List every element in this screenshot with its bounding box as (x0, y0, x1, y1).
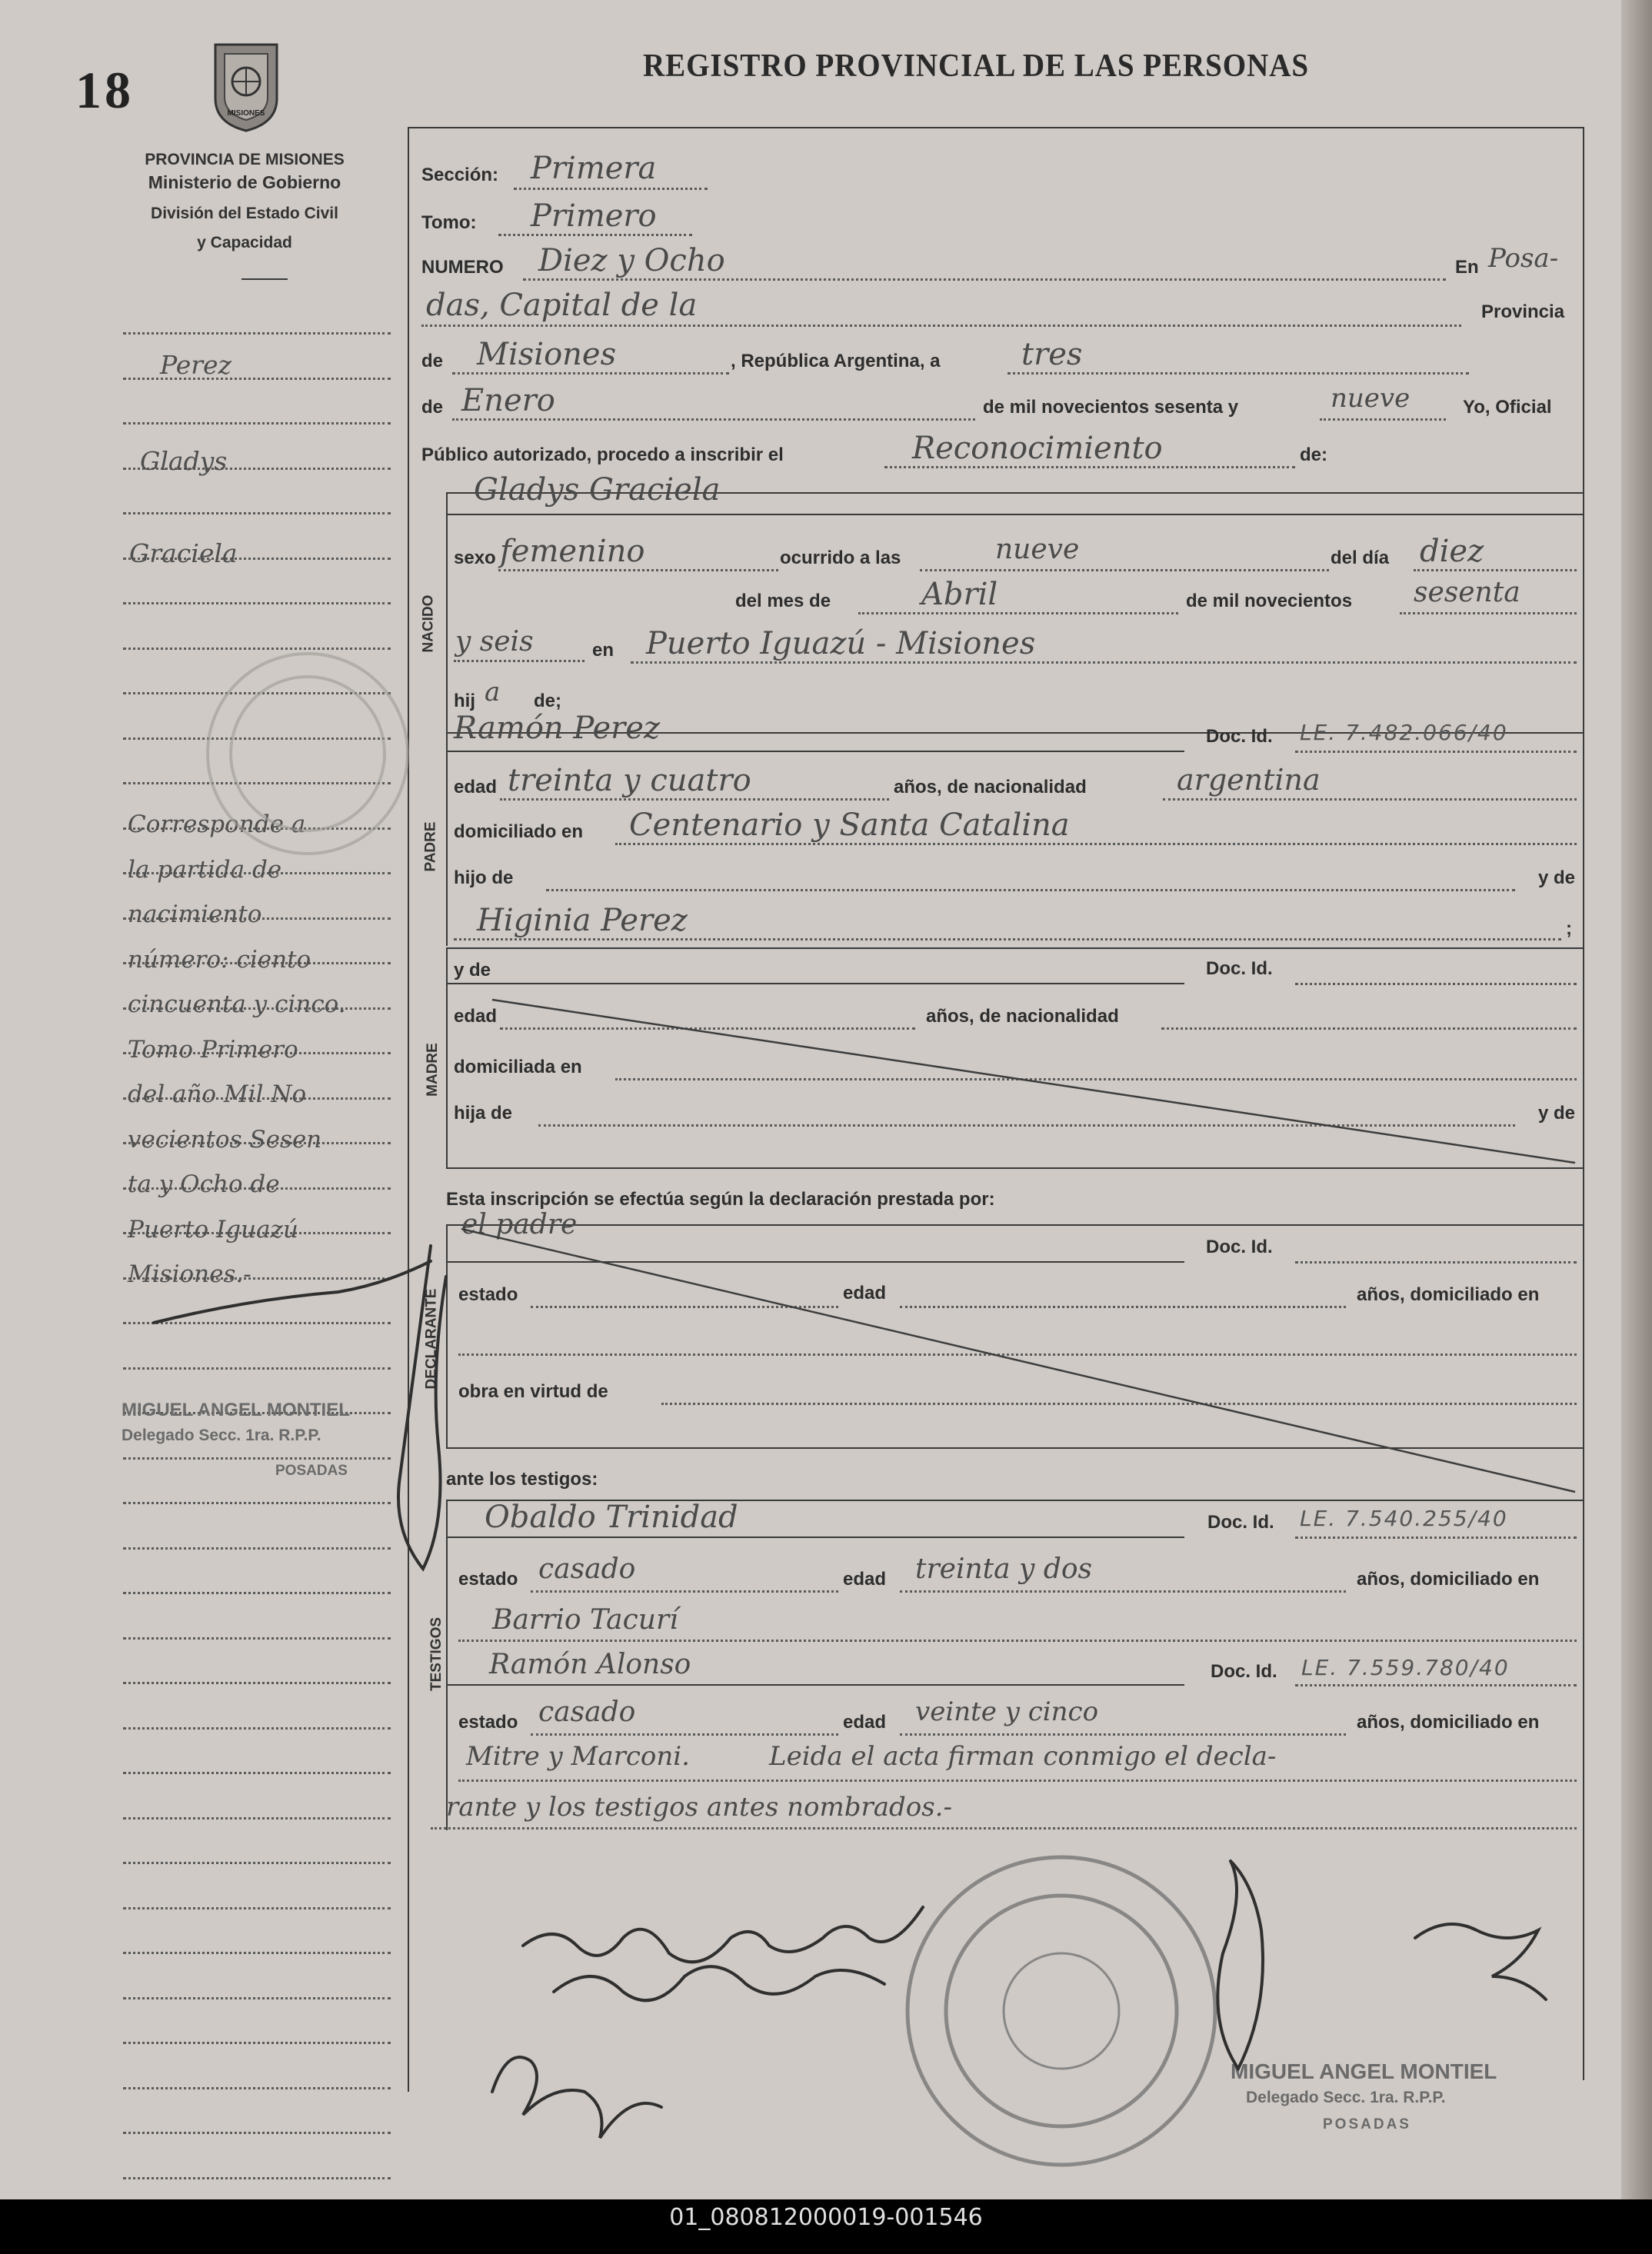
label-anos-nac-madre: años, de nacionalidad (926, 1006, 1119, 1027)
margin-note-line: del año Mil No (128, 1080, 307, 1108)
value-numero: Diez y Ocho (538, 243, 725, 278)
section-label-nacido: NACIDO (420, 594, 437, 653)
value-testigo1-estado: casado (538, 1553, 636, 1585)
section-label-padre: PADRE (422, 821, 439, 872)
label-anos-dom-testigo2: años, domiciliado en (1357, 1712, 1540, 1733)
section-label-declarante: DECLARANTE (423, 1288, 440, 1390)
label-de-2: de (421, 397, 444, 418)
value-anio-b: y seis (455, 626, 534, 658)
label-y-de-madre: y de (454, 960, 491, 981)
value-anio-registro: nueve (1331, 383, 1411, 414)
section-label-madre: MADRE (424, 1043, 441, 1097)
label-hija-de: hija de (454, 1103, 513, 1124)
label-doc-declarante: Doc. Id. (1206, 1237, 1273, 1257)
label-hij: hij (454, 691, 475, 711)
label-domiciliada: domiciliada en (454, 1057, 582, 1077)
page-title: REGISTRO PROVINCIAL DE LAS PERSONAS (643, 48, 1310, 84)
label-edad-declarante: edad (843, 1283, 887, 1303)
label-edad-madre: edad (454, 1006, 498, 1027)
label-en-nac: en (592, 640, 615, 661)
value-padre-madre: Higinia Perez (477, 903, 688, 938)
margin-note-line: Corresponde a (128, 811, 306, 838)
label-doc-testigo1: Doc. Id. (1207, 1512, 1274, 1533)
label-mil-nov: de mil novecientos (1186, 591, 1353, 611)
label-anos-dom-declarante: años, domiciliado en (1357, 1284, 1540, 1305)
label-ante: ante los testigos: (446, 1469, 598, 1490)
label-estado-testigo1: estado (458, 1569, 518, 1590)
value-testigo2-dom: Mitre y Marconi. (466, 1741, 690, 1772)
value-hora: nueve (995, 534, 1080, 565)
label-doc-madre: Doc. Id. (1206, 958, 1273, 979)
bottom-stamp-role: Delegado Secc. 1ra. R.P.P. (1246, 2089, 1446, 2106)
bottom-stamp-name: MIGUEL ANGEL MONTIEL (1231, 2059, 1497, 2083)
value-cierre-2: rante y los testigos antes nombrados.- (446, 1792, 952, 1823)
label-de-1: de (421, 351, 444, 371)
label-mil-sesenta: de mil novecientos sesenta y (983, 397, 1239, 418)
margin-note-line: vecientos Sesen (128, 1125, 322, 1154)
value-testigo1: Obaldo Trinidad (485, 1500, 738, 1535)
value-declarante: el padre (461, 1209, 578, 1240)
label-sexo: sexo (454, 548, 496, 568)
margin-note-line: Tomo Primero (128, 1035, 298, 1064)
label-de-3: de: (1300, 444, 1327, 465)
label-numero: NUMERO (421, 257, 504, 278)
label-domiciliado-padre: domiciliado en (454, 821, 584, 842)
label-y-de-padre: y de (1538, 867, 1576, 888)
cross-out-mother (492, 1000, 1575, 1163)
value-padre-nac: argentina (1177, 763, 1321, 797)
header-province: PROVINCIA DE MISIONES (145, 151, 345, 168)
value-testigo2-doc: LE. 7.559.780/40 (1301, 1655, 1510, 1680)
margin-name-2: Graciela (129, 538, 238, 568)
margin-surname: Perez (160, 350, 231, 380)
margin-note-line: número: ciento (128, 945, 311, 974)
value-nombre: Gladys Graciela (474, 472, 721, 508)
value-provincia: Misiones (477, 337, 617, 372)
value-en: Posa- (1488, 243, 1559, 274)
label-hijo-de: hijo de (454, 867, 514, 888)
label-edad-padre: edad (454, 777, 498, 797)
label-publico: Público autorizado, procedo a inscribir el (421, 444, 784, 465)
margin-name-1: Gladys (140, 446, 228, 476)
value-testigo2-estado: casado (538, 1696, 636, 1728)
page-number: 18 (75, 61, 134, 119)
official-round-seal (908, 1857, 1215, 2165)
faint-seal-left (208, 654, 408, 854)
value-testigo1-edad: treinta y dos (915, 1553, 1093, 1585)
label-inscripcion: Esta inscripción se efectúa según la declaración prestada por: (446, 1189, 995, 1210)
label-de-hij: de; (534, 691, 561, 711)
margin-stamp-city: POSADAS (275, 1463, 348, 1479)
label-republica: , República Argentina, a (731, 351, 941, 371)
header-division: División del Estado Civil (151, 205, 338, 222)
value-mes-registro: Enero (461, 383, 555, 418)
label-del-mes: del mes de (735, 591, 831, 611)
label-doc-padre: Doc. Id. (1206, 726, 1273, 747)
value-lugar: das, Capital de la (426, 288, 698, 323)
value-padre-edad: treinta y cuatro (508, 763, 751, 798)
image-caption: 01_080812000019-001546 (669, 2204, 983, 2231)
section-label-testigos: TESTIGOS (428, 1616, 445, 1692)
label-anos-nac-padre: años, de nacionalidad (894, 777, 1087, 797)
label-obra: obra en virtud de (458, 1381, 608, 1402)
cross-out-declarant (461, 1229, 1575, 1492)
value-padre: Ramón Perez (454, 711, 661, 746)
value-padre-dom: Centenario y Santa Catalina (629, 807, 1070, 843)
value-testigo2-edad: veinte y cinco (915, 1696, 1099, 1727)
label-semicolon: ; (1566, 918, 1572, 939)
margin-note-line: cincuenta y cinco. (128, 990, 346, 1018)
value-dia: diez (1420, 534, 1484, 569)
label-en: En (1455, 257, 1479, 278)
value-testigo1-doc: LE. 7.540.255/40 (1300, 1506, 1508, 1531)
margin-stamp-role: Delegado Secc. 1ra. R.P.P. (122, 1427, 321, 1444)
label-anos-dom-testigo1: años, domiciliado en (1357, 1569, 1540, 1590)
label-estado-declarante: estado (458, 1284, 518, 1305)
label-ocurrido: ocurrido a las (780, 548, 901, 568)
value-mes: Abril (921, 577, 998, 612)
label-edad-testigo1: edad (843, 1569, 887, 1590)
margin-note-line: nacimiento (128, 901, 262, 928)
label-doc-testigo2: Doc. Id. (1211, 1661, 1277, 1682)
value-hij-suffix: a (485, 677, 501, 707)
value-tomo: Primero (531, 198, 657, 234)
value-sexo: femenino (500, 534, 645, 569)
label-del-dia: del día (1331, 548, 1390, 568)
margin-stamp-name: MIGUEL ANGEL MONTIEL (122, 1400, 350, 1420)
value-lugar-nac: Puerto Iguazú - Misiones (646, 626, 1036, 661)
value-cierre-1: Leida el acta firman conmigo el decla- (769, 1741, 1277, 1772)
margin-note-line: la partida de (128, 855, 282, 884)
label-tomo: Tomo: (421, 212, 477, 233)
header-ministry: Ministerio de Gobierno (148, 172, 341, 192)
label-edad-testigo2: edad (843, 1712, 887, 1733)
label-provincia: Provincia (1481, 301, 1565, 322)
label-y-de-madre-2: y de (1538, 1103, 1576, 1124)
value-testigo2: Ramón Alonso (489, 1649, 691, 1680)
label-seccion: Sección: (421, 165, 499, 185)
value-testigo1-dom: Barrio Tacurí (492, 1604, 678, 1636)
header-capacity: y Capacidad (197, 234, 292, 251)
value-anio-a: sesenta (1414, 577, 1520, 608)
label-yo-oficial: Yo, Oficial (1463, 397, 1552, 418)
value-acto: Reconocimiento (912, 431, 1163, 466)
margin-note-line: Puerto Iguazú (128, 1215, 298, 1244)
label-estado-testigo2: estado (458, 1712, 518, 1733)
margin-note-line: Misiones.- (128, 1260, 251, 1288)
value-dia-registro: tres (1021, 337, 1083, 372)
value-padre-doc: LE. 7.482.066/40 (1300, 720, 1508, 745)
bottom-stamp-city: POSADAS (1323, 2116, 1411, 2132)
value-seccion: Primera (531, 151, 657, 186)
svg-text:MISIONES: MISIONES (227, 109, 265, 118)
margin-note-line: ta y Ocho de (128, 1170, 280, 1198)
handwritten-signatures (154, 1246, 1546, 2138)
